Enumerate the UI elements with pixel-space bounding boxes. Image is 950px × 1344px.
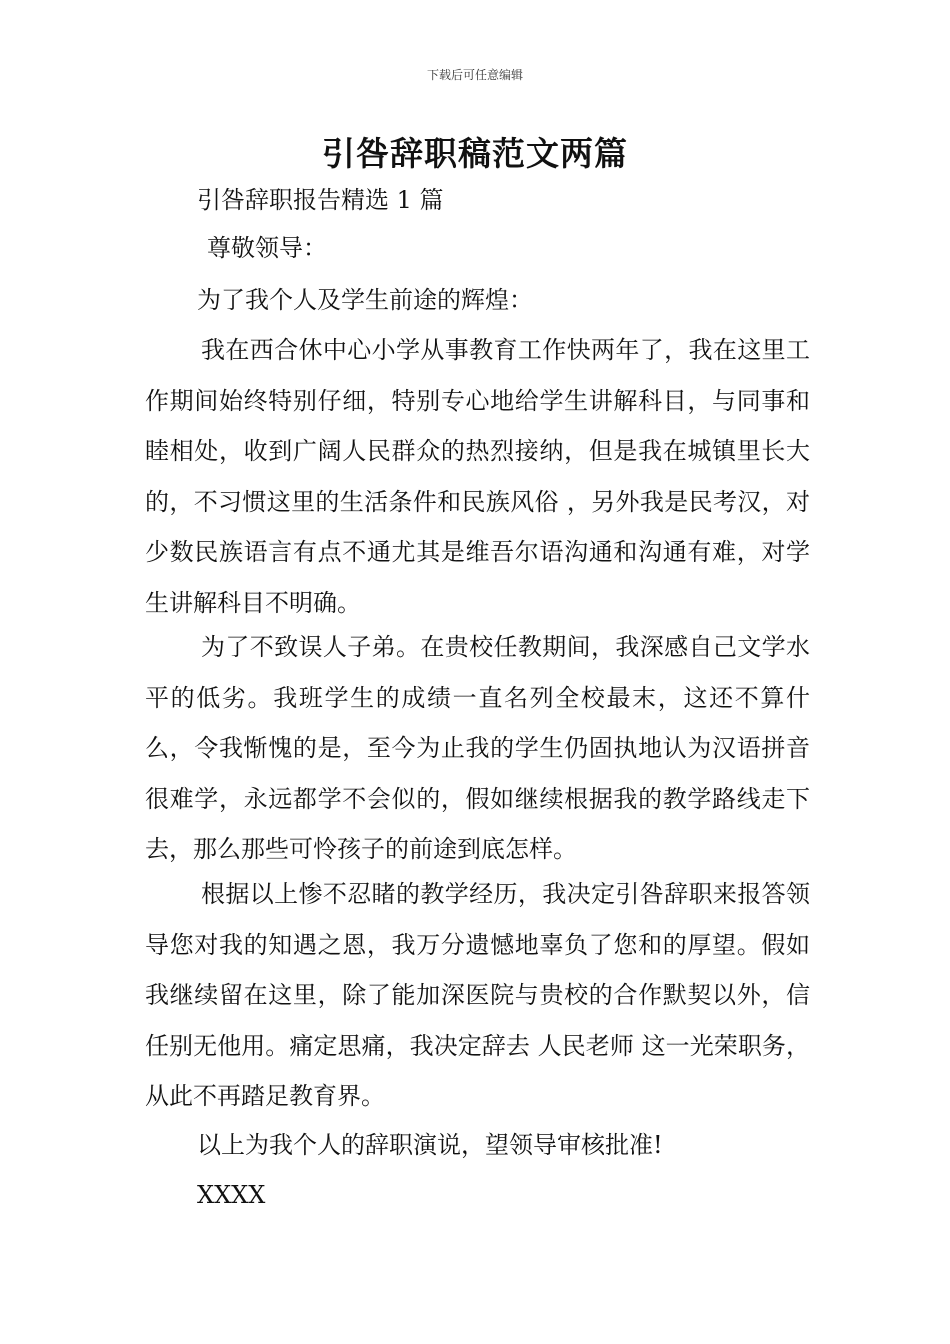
header-note: 下载后可任意编辑 [426, 68, 523, 82]
salutation: 尊敬领导： [207, 234, 327, 262]
paragraph-2: 为了不致误人子弟。在贵校任教期间，我深感自己文学水平的低劣。我班学生的成绩一直名列全校最末，这还不算什么，令我惭愧的是，至今为止我的学生仍固执地认为汉语拼音很难学，永远都学不会似的，假如继续根据我的教学路线走下去，那么那些可怜孩子的前途到底怎样。 [145, 633, 810, 863]
paragraph-3: 根据以上惨不忍睹的教学经历，我决定引咎辞职来报答领导您对我的知遇之恩，我万分遗憾地辜负了您和的厚望。假如我继续留在这里，除了能加深医院与贵校的合作默契以外，信任别无他用。痛定思痛，我决定辞去 人民老师 这一光荣职务，从此不再踏足教育界。 [145, 880, 810, 1110]
signature: XXXX [197, 1181, 266, 1209]
closing-line: 以上为我个人的辞职演说，望领导审核批准! [197, 1131, 663, 1159]
opening-line: 为了我个人及学生前途的辉煌： [197, 286, 533, 314]
subtitle: 引咎辞职报告精选 1 篇 [197, 186, 444, 214]
document-title: 引咎辞职稿范文两篇 [322, 134, 628, 173]
paragraph-1: 我在西合休中心小学从事教育工作快两年了，我在这里工作期间始终特别仔细，特别专心地给学生讲解科目，与同事和睦相处，收到广阔人民群众的热烈接纳，但是我在城镇里长大的，不习惯这里的生活条件和民族风俗 ，另外我是民考汉，对少数民族语言有点不通尤其是维吾尔语沟通和沟通有难，对学生讲解科目不明确。 [145, 336, 810, 617]
